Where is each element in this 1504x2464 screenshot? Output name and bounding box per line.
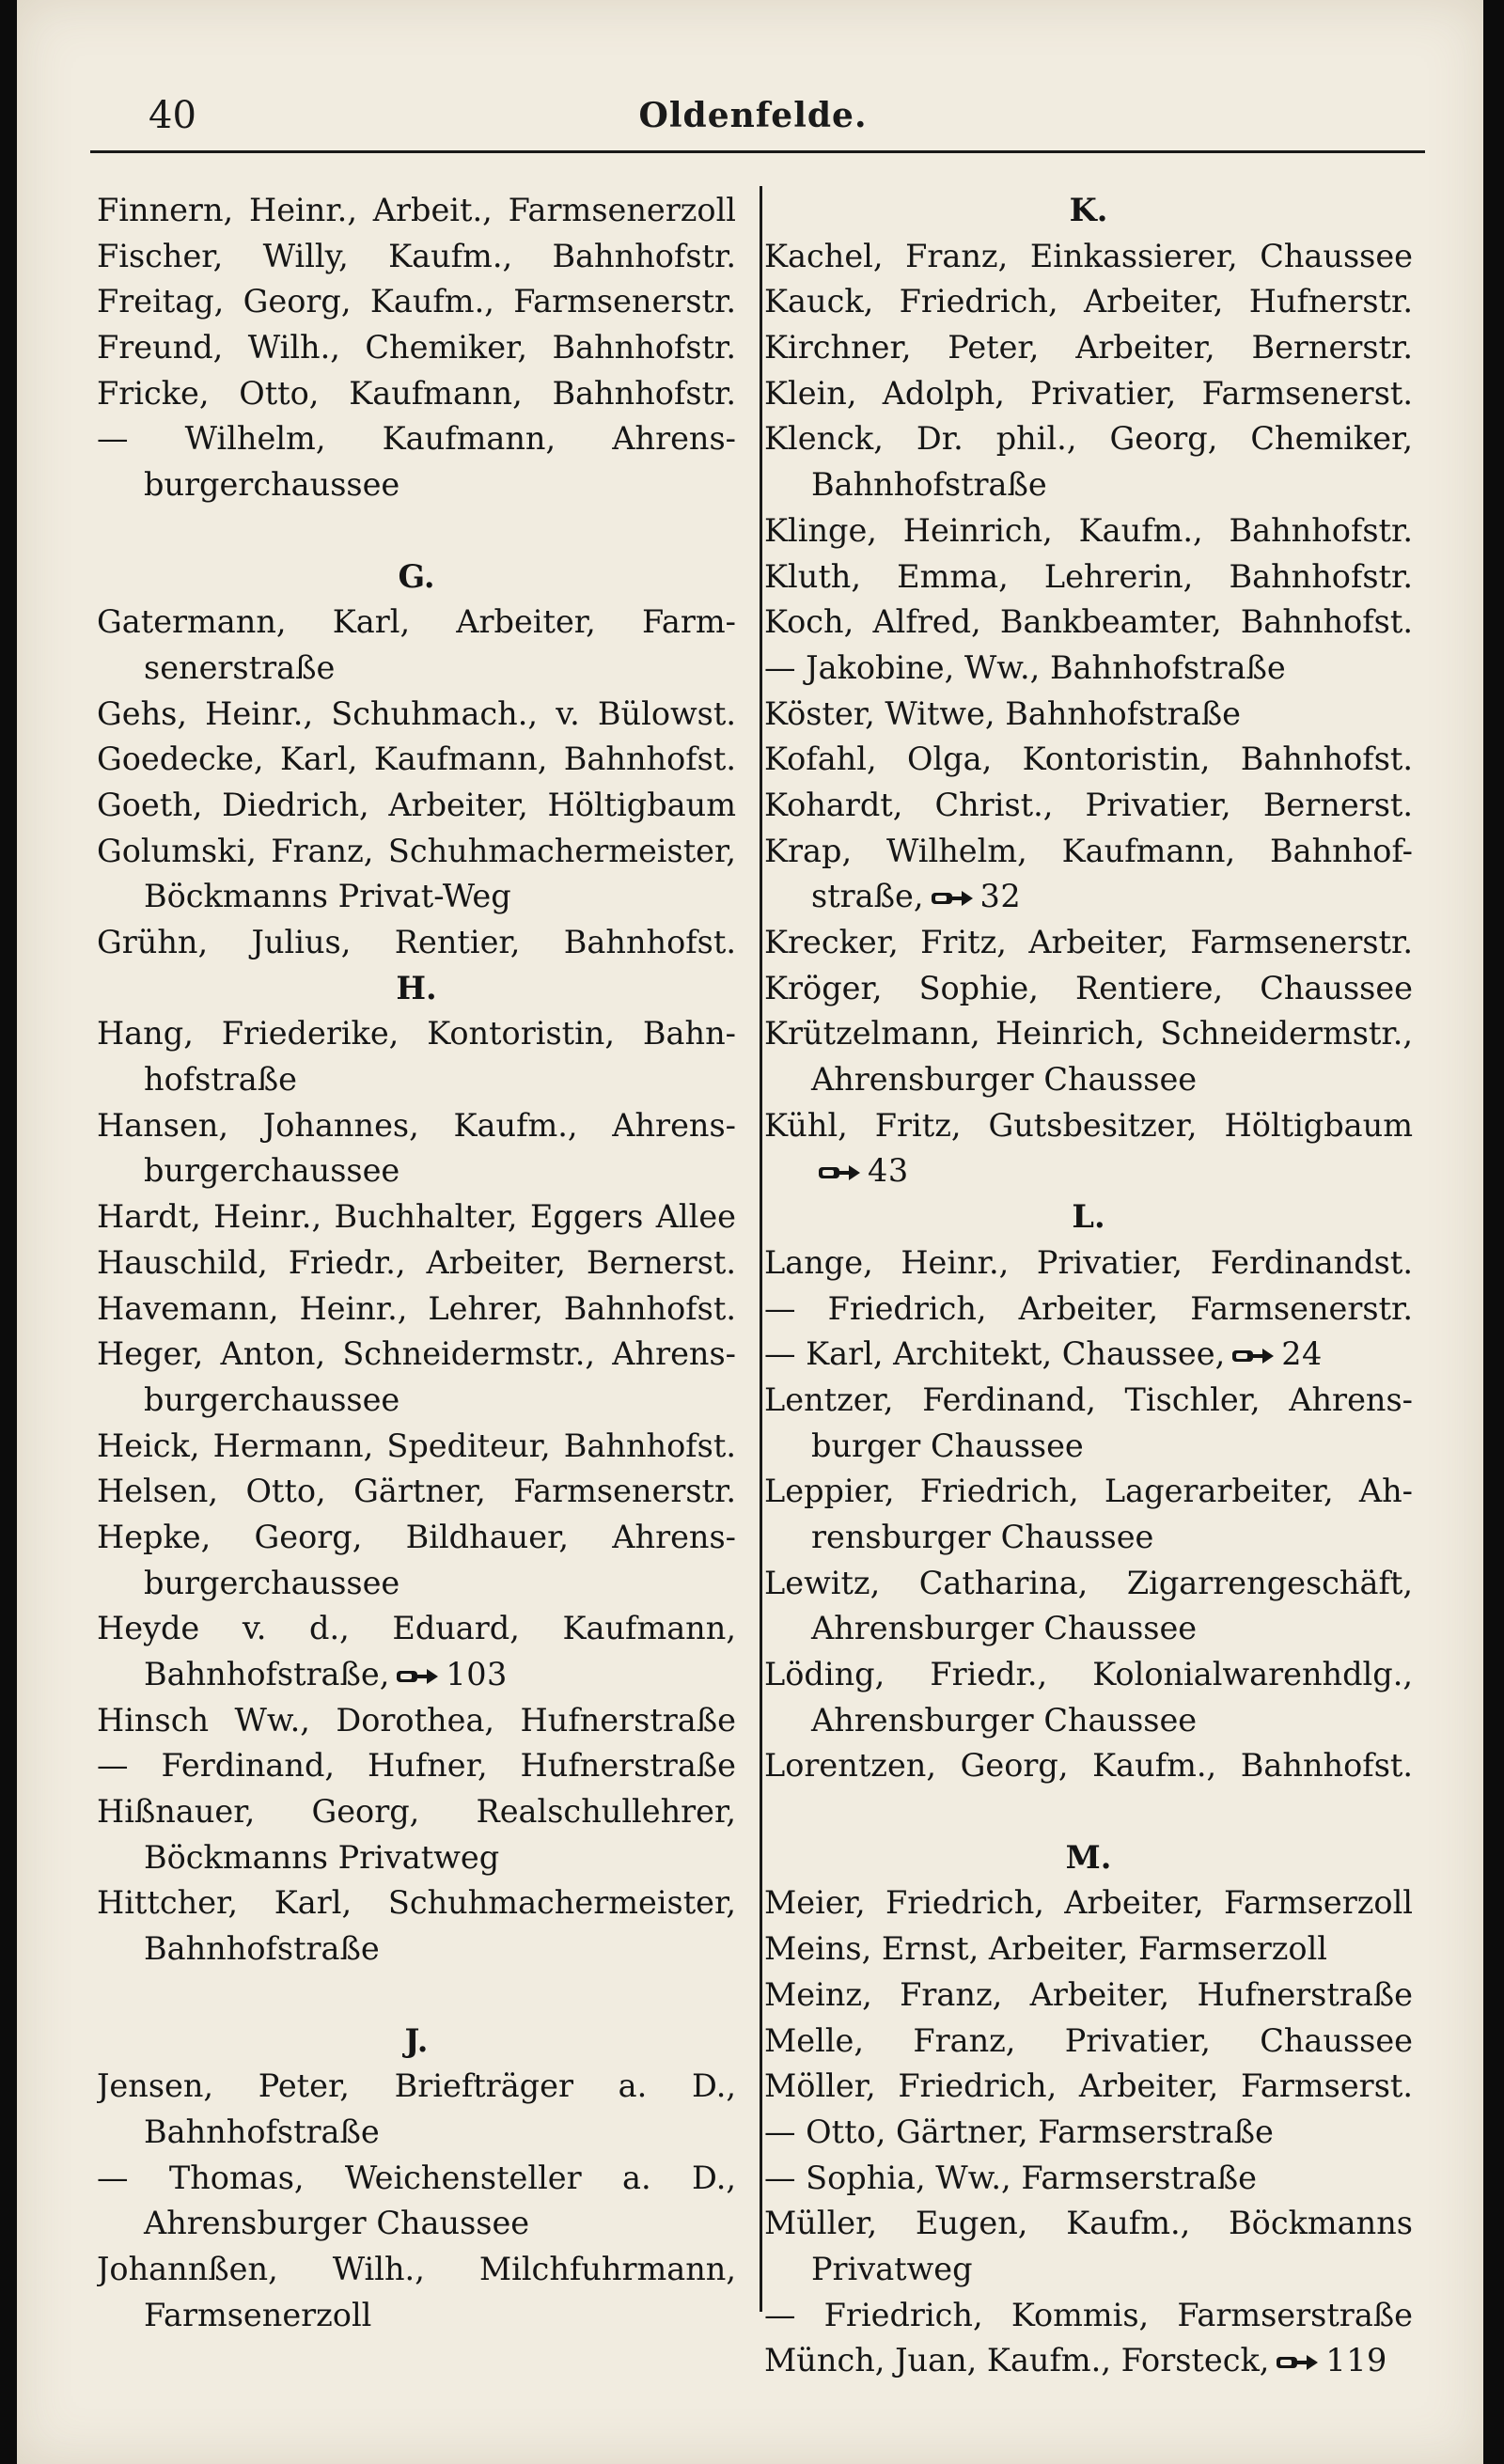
directory-entry [764, 1103, 1413, 1149]
directory-entry [97, 829, 736, 875]
directory-entry [97, 1287, 736, 1333]
directory-entry [97, 1789, 736, 1835]
directory-entry [97, 1332, 736, 1378]
directory-entry [764, 737, 1413, 783]
directory-entry [764, 1926, 1413, 1973]
directory-entry [97, 692, 736, 738]
entry-text: Ahrensburger Chaussee [144, 2205, 530, 2242]
entry-text: — Thomas, Weichensteller a. D., [97, 2159, 736, 2196]
entry-continuation [764, 1606, 1413, 1652]
directory-entry [764, 234, 1413, 280]
entry-text: Klinge, Heinrich, Kaufm., Bahnhofstr. [764, 511, 1413, 549]
spacer [764, 1789, 1413, 1835]
running-title: Oldenfelde. [638, 96, 868, 135]
entry-continuation [764, 1057, 1413, 1103]
entry-text: Meins, Ernst, Arbeiter, Farmserzoll [764, 1930, 1328, 1968]
entry-continuation [97, 874, 736, 920]
entry-text: — Karl, Architekt, Chaussee, [764, 1335, 1226, 1373]
directory-entry [764, 325, 1413, 371]
entry-text: Kohardt, Christ., Privatier, Bernerst. [764, 786, 1413, 823]
directory-entry [764, 1973, 1413, 2019]
entry-text: Bahnhofstraße [144, 1930, 380, 1968]
entry-text: Ahrensburger Chaussee [811, 1701, 1198, 1739]
entry-text: Ahrensburger Chaussee [811, 1061, 1198, 1099]
directory-entry [764, 600, 1413, 646]
directory-entry [97, 737, 736, 783]
directory-entry [764, 783, 1413, 829]
entry-text: Bahnhofstraße [144, 2113, 380, 2150]
directory-entry [764, 966, 1413, 1012]
entry-text: Heger, Anton, Schneidermstr., Ahrens- [97, 1335, 736, 1373]
entry-text: Melle, Franz, Privatier, Chaussee [764, 2021, 1413, 2059]
column-divider [760, 186, 762, 2312]
directory-entry [97, 371, 736, 417]
entry-text: Freitag, Georg, Kaufm., Farmsenerstr. [97, 283, 736, 320]
directory-entry [97, 279, 736, 325]
entry-text: Johannßen, Wilh., Milchfuhrmann, [97, 2250, 736, 2287]
telephone-number: 119 [1325, 2342, 1387, 2379]
telephone-number: 24 [1281, 1335, 1323, 1373]
entry-text: Heick, Hermann, Spediteur, Bahnhofst. [97, 1427, 736, 1464]
entry-continuation [764, 2247, 1413, 2293]
directory-entry [97, 416, 736, 462]
entry-text: Krap, Wilhelm, Kaufmann, Bahnhof- [764, 832, 1413, 869]
directory-entry [764, 2110, 1413, 2156]
entry-text: Hardt, Heinr., Buchhalter, Eggers Allee [97, 1198, 736, 1236]
telephone-hand-icon [1230, 1345, 1276, 1367]
entry-text: Köster, Witwe, Bahnhofstraße [764, 694, 1241, 732]
entry-continuation [764, 1515, 1413, 1561]
directory-entry [97, 783, 736, 829]
entry-text: Lange, Heinr., Privatier, Ferdinandst. [764, 1243, 1413, 1281]
entry-text: Grühn, Julius, Rentier, Bahnhofst. [97, 924, 736, 960]
entry-text: Krecker, Fritz, Arbeiter, Farmsenerstr. [764, 924, 1413, 960]
entry-text: Kluth, Emma, Lehrerin, Bahnhofstr. [764, 557, 1413, 595]
entry-continuation [97, 1652, 736, 1698]
entry-continuation [97, 1561, 736, 1607]
directory-entry [764, 646, 1413, 692]
spacer [97, 1973, 736, 2019]
entry-text: burgerchaussee [144, 1380, 400, 1418]
entry-continuation [97, 646, 736, 692]
entry-continuation [97, 1378, 736, 1424]
entry-text: Kühl, Fritz, Gutsbesitzer, Höltigbaum [764, 1106, 1413, 1144]
directory-entry [764, 1469, 1413, 1515]
entry-continuation [97, 1057, 736, 1103]
entry-text: — Jakobine, Ww., Bahnhofstraße [764, 648, 1286, 686]
directory-entry [764, 1332, 1413, 1378]
directory-entry [97, 1424, 736, 1470]
directory-entry [97, 1606, 736, 1652]
entry-text: Goeth, Diedrich, Arbeiter, Höltigbaum [97, 786, 736, 823]
directory-entry [97, 1103, 736, 1149]
entry-continuation [97, 1148, 736, 1194]
entry-text: Kirchner, Peter, Arbeiter, Bernerstr. [764, 329, 1413, 366]
entry-text: hofstraße [144, 1061, 297, 1099]
telephone-hand-icon [395, 1665, 440, 1688]
entry-text: burgerchaussee [144, 466, 400, 504]
entry-continuation [764, 1424, 1413, 1470]
directory-entry [764, 2156, 1413, 2202]
entry-text: Bahnhofstraße [811, 466, 1047, 504]
entry-continuation [764, 874, 1413, 920]
section-letter: K. [1069, 192, 1108, 228]
entry-continuation [97, 2201, 736, 2247]
entry-text: Hißnauer, Georg, Realschullehrer, [97, 1793, 736, 1831]
entry-text: Münch, Juan, Kaufm., Forsteck, [764, 2342, 1270, 2379]
entry-text: burgerchaussee [144, 1564, 400, 1601]
directory-entry [764, 2338, 1413, 2384]
directory-entry [97, 1194, 736, 1240]
entry-text: Hinsch Ww., Dorothea, Hufnerstraße [97, 1701, 736, 1739]
directory-entry [764, 1880, 1413, 1926]
entry-text: Lewitz, Catharina, Zigarrengeschäft, [764, 1564, 1413, 1601]
entry-text: burger Chaussee [811, 1427, 1084, 1464]
telephone-number: 43 [868, 1152, 909, 1190]
entry-text: Lentzer, Ferdinand, Tischler, Ahrens- [764, 1380, 1413, 1418]
entry-text: Böckmanns Privatweg [144, 1838, 500, 1876]
directory-entry [764, 1240, 1413, 1287]
telephone-number: 103 [446, 1656, 508, 1692]
entry-text: Klenck, Dr. phil., Georg, Chemiker, [764, 420, 1413, 458]
right-column [764, 188, 1413, 2384]
section-letter: G. [398, 557, 435, 595]
entry-text: Fricke, Otto, Kaufmann, Bahnhofstr. [97, 374, 736, 412]
entry-text: Goedecke, Karl, Kaufmann, Bahnhofst. [97, 741, 736, 778]
entry-text: Hepke, Georg, Bildhauer, Ahrens- [97, 1518, 736, 1555]
directory-entry [764, 416, 1413, 462]
entry-text: Hansen, Johannes, Kaufm., Ahrens- [97, 1106, 736, 1144]
entry-text: Hang, Friederike, Kontoristin, Bahn- [97, 1015, 736, 1053]
entry-text: rensburger Chaussee [811, 1518, 1154, 1555]
directory-entry [97, 1698, 736, 1744]
directory-entry [97, 1515, 736, 1561]
entry-continuation [764, 462, 1413, 508]
page-header [90, 94, 1416, 150]
section-letter: M. [1065, 1838, 1112, 1876]
telephone-hand-icon [930, 887, 975, 910]
entry-text: — Wilhelm, Kaufmann, Ahrens- [97, 420, 736, 458]
directory-entry [97, 2247, 736, 2293]
directory-entry [97, 325, 736, 371]
entry-text: burgerchaussee [144, 1152, 400, 1190]
entry-text: Heyde v. d., Eduard, Kaufmann, [97, 1610, 736, 1647]
entry-continuation [764, 1148, 1413, 1194]
section-letter: J. [404, 2021, 429, 2059]
directory-entry [764, 692, 1413, 738]
directory-entry [97, 600, 736, 646]
entry-text: Leppier, Friedrich, Lagerarbeiter, Ah- [764, 1473, 1413, 1510]
header-rule [90, 150, 1425, 153]
page-number: 40 [149, 94, 196, 137]
entry-text: Lorentzen, Georg, Kaufm., Bahnhofst. [764, 1747, 1413, 1785]
entry-text: Havemann, Heinr., Lehrer, Bahnhofst. [97, 1289, 736, 1327]
entry-text: Golumski, Franz, Schuhmachermeister, [97, 832, 736, 869]
directory-entry [764, 2019, 1413, 2065]
directory-entry [764, 508, 1413, 554]
entry-text: Hittcher, Karl, Schuhmachermeister, [97, 1884, 736, 1922]
directory-entry [764, 1652, 1413, 1698]
directory-entry [97, 1240, 736, 1287]
entry-text: Meinz, Franz, Arbeiter, Hufnerstraße [764, 1975, 1413, 2013]
left-column [97, 188, 736, 2338]
entry-text: Koch, Alfred, Bankbeamter, Bahnhofst. [764, 603, 1413, 641]
entry-text: Finnern, Heinr., Arbeit., Farmsenerzoll [97, 192, 736, 228]
section-letter: H. [396, 969, 437, 1006]
directory-entry [764, 371, 1413, 417]
entry-text: Klein, Adolph, Privatier, Farmsenerst. [764, 374, 1413, 412]
directory-entry [97, 234, 736, 280]
telephone-hand-icon [817, 1162, 862, 1184]
entry-text: — Ferdinand, Hufner, Hufnerstraße [97, 1747, 736, 1785]
section-letter: L. [1072, 1198, 1105, 1236]
directory-entry [97, 920, 736, 966]
directory-entry [97, 188, 736, 234]
entry-continuation [97, 2293, 736, 2339]
telephone-hand-icon [1275, 2351, 1320, 2374]
directory-entry [764, 279, 1413, 325]
entry-text: Kachel, Franz, Einkassierer, Chaussee [764, 237, 1413, 274]
entry-text: Gehs, Heinr., Schuhmach., v. Bülowst. [97, 694, 736, 732]
directory-entry [764, 1287, 1413, 1333]
entry-text: Löding, Friedr., Kolonialwarenhdlg., [764, 1656, 1413, 1692]
entry-text: Ahrensburger Chaussee [811, 1610, 1198, 1647]
directory-entry [764, 1011, 1413, 1057]
entry-text: Farmsenerzoll [144, 2296, 372, 2333]
directory-entry [764, 554, 1413, 600]
directory-entry [764, 1561, 1413, 1607]
directory-entry [764, 2293, 1413, 2339]
directory-entry [97, 2156, 736, 2202]
entry-text: Hauschild, Friedr., Arbeiter, Bernerst. [97, 1243, 736, 1281]
entry-continuation [97, 1835, 736, 1881]
directory-entry [764, 1743, 1413, 1789]
telephone-number: 32 [979, 878, 1022, 915]
entry-text: senerstraße [144, 648, 336, 686]
entry-text: Privatweg [811, 2250, 973, 2287]
directory-page [17, 0, 1483, 2464]
entry-text: straße, [811, 878, 924, 915]
entry-text: Krützelmann, Heinrich, Schneidermstr., [764, 1015, 1413, 1053]
entry-text: Helsen, Otto, Gärtner, Farmsenerstr. [97, 1473, 736, 1510]
entry-text: — Sophia, Ww., Farmserstraße [764, 2159, 1257, 2196]
entry-text: Bahnhofstraße, [144, 1656, 390, 1692]
entry-text: Müller, Eugen, Kaufm., Böckmanns [764, 2205, 1413, 2242]
entry-text: Meier, Friedrich, Arbeiter, Farmserzoll [764, 1884, 1413, 1922]
directory-entry [97, 1880, 736, 1926]
entry-text: Kofahl, Olga, Kontoristin, Bahnhofst. [764, 741, 1413, 778]
entry-continuation [97, 1926, 736, 1973]
entry-text: Jensen, Peter, Briefträger a. D., [97, 2067, 736, 2105]
entry-continuation [97, 462, 736, 508]
directory-entry [764, 829, 1413, 875]
directory-entry [97, 1011, 736, 1057]
entry-text: Böckmanns Privat-Weg [144, 878, 511, 915]
entry-text: — Friedrich, Arbeiter, Farmsenerstr. [764, 1289, 1413, 1327]
entry-continuation [97, 2110, 736, 2156]
directory-entry [764, 1378, 1413, 1424]
entry-text: Möller, Friedrich, Arbeiter, Farmserst. [764, 2067, 1413, 2105]
entry-text: Freund, Wilh., Chemiker, Bahnhofstr. [97, 329, 736, 366]
entry-text: Kröger, Sophie, Rentiere, Chaussee [764, 969, 1413, 1006]
directory-entry [97, 2064, 736, 2110]
spacer [97, 508, 736, 554]
entry-text: Fischer, Willy, Kaufm., Bahnhofstr. [97, 237, 736, 274]
directory-entry [764, 2201, 1413, 2247]
entry-continuation [764, 1698, 1413, 1744]
entry-text: — Otto, Gärtner, Farmserstraße [764, 2113, 1274, 2150]
directory-entry [764, 920, 1413, 966]
entry-text: — Friedrich, Kommis, Farmserstraße [764, 2296, 1413, 2333]
directory-entry [764, 2064, 1413, 2110]
entry-text: Kauck, Friedrich, Arbeiter, Hufnerstr. [764, 283, 1413, 320]
directory-entry [97, 1743, 736, 1789]
entry-text: Gatermann, Karl, Arbeiter, Farm- [97, 603, 736, 641]
directory-entry [97, 1469, 736, 1515]
